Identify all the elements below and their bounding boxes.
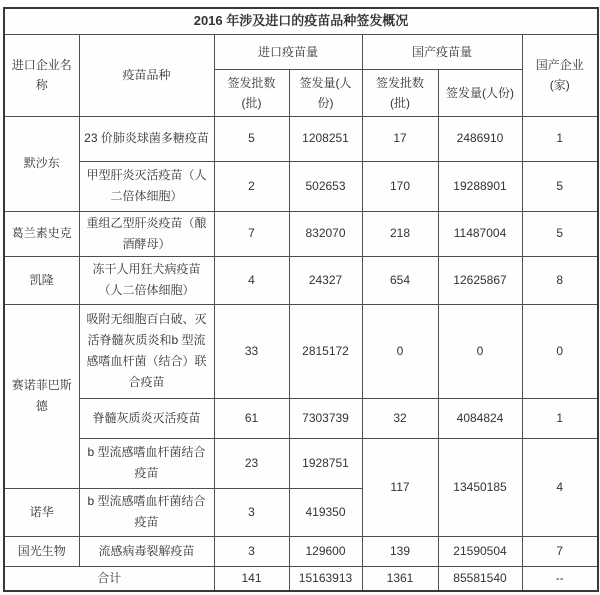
cell-domestic-batches: 139 <box>362 536 438 566</box>
cell-import-doses: 502653 <box>289 161 362 211</box>
cell-domestic-doses: 21590504 <box>438 536 522 566</box>
header-domestic-group: 国产疫苗量 <box>362 34 522 69</box>
total-import-batches: 141 <box>214 566 289 591</box>
cell-company: 默沙东 <box>4 116 79 211</box>
cell-vaccine: b 型流感嗜血杆菌结合疫苗 <box>79 438 214 488</box>
table-row <box>4 256 598 304</box>
cell-import-batches: 5 <box>214 116 289 161</box>
table-row <box>4 398 598 438</box>
total-label: 合计 <box>4 566 214 591</box>
cell-vaccine: 脊髓灰质炎灭活疫苗 <box>79 398 214 438</box>
cell-vaccine: 重组乙型肝炎疫苗（酿酒酵母） <box>79 211 214 256</box>
table-row <box>4 566 598 591</box>
cell-import-batches: 4 <box>214 256 289 304</box>
cell-domestic-companies: 5 <box>522 211 598 256</box>
cell-domestic-companies: 1 <box>522 398 598 438</box>
cell-domestic-batches: 218 <box>362 211 438 256</box>
cell-domestic-doses: 13450185 <box>438 438 522 536</box>
cell-domestic-batches: 32 <box>362 398 438 438</box>
cell-import-doses: 7303739 <box>289 398 362 438</box>
header-import-group: 进口疫苗量 <box>214 34 362 69</box>
table-row <box>4 34 598 69</box>
header-import-doses: 签发量(人份) <box>289 69 362 116</box>
table-row <box>4 304 598 398</box>
cell-company: 凯隆 <box>4 256 79 304</box>
cell-import-doses: 1208251 <box>289 116 362 161</box>
table-row <box>4 8 598 34</box>
header-vaccine: 疫苗品种 <box>79 34 214 116</box>
total-domestic-companies: -- <box>522 566 598 591</box>
header-company: 进口企业名称 <box>4 34 79 116</box>
cell-domestic-companies: 1 <box>522 116 598 161</box>
cell-domestic-companies: 5 <box>522 161 598 211</box>
cell-domestic-companies: 8 <box>522 256 598 304</box>
cell-domestic-doses: 19288901 <box>438 161 522 211</box>
table-row <box>4 161 598 211</box>
cell-domestic-batches: 654 <box>362 256 438 304</box>
cell-import-batches: 3 <box>214 488 289 536</box>
cell-domestic-companies: 0 <box>522 304 598 398</box>
header-import-batches: 签发批数(批) <box>214 69 289 116</box>
total-domestic-batches: 1361 <box>362 566 438 591</box>
cell-vaccine: 吸附无细胞百白破、灭活脊髓灰质炎和b 型流感嗜血杆菌（结合）联合疫苗 <box>79 304 214 398</box>
cell-company: 国光生物 <box>4 536 79 566</box>
cell-vaccine: 冻干人用狂犬病疫苗（人二倍体细胞） <box>79 256 214 304</box>
cell-company: 诺华 <box>4 488 79 536</box>
vaccine-issuance-table <box>3 7 599 592</box>
cell-vaccine: b 型流感嗜血杆菌结合疫苗 <box>79 488 214 536</box>
cell-import-doses: 832070 <box>289 211 362 256</box>
cell-import-doses: 24327 <box>289 256 362 304</box>
cell-import-doses: 2815172 <box>289 304 362 398</box>
cell-domestic-doses: 11487004 <box>438 211 522 256</box>
cell-import-batches: 3 <box>214 536 289 566</box>
cell-domestic-companies: 4 <box>522 438 598 536</box>
header-domestic-companies: 国产企业(家) <box>522 34 598 116</box>
cell-domestic-batches: 170 <box>362 161 438 211</box>
cell-import-doses: 129600 <box>289 536 362 566</box>
cell-domestic-doses: 2486910 <box>438 116 522 161</box>
table-row <box>4 211 598 256</box>
cell-import-batches: 7 <box>214 211 289 256</box>
cell-import-batches: 23 <box>214 438 289 488</box>
header-domestic-doses: 签发量(人份) <box>438 69 522 116</box>
cell-vaccine: 流感病毒裂解疫苗 <box>79 536 214 566</box>
total-domestic-doses: 85581540 <box>438 566 522 591</box>
cell-vaccine: 23 价肺炎球菌多糖疫苗 <box>79 116 214 161</box>
cell-import-doses: 1928751 <box>289 438 362 488</box>
cell-domestic-batches: 0 <box>362 304 438 398</box>
total-import-doses: 15163913 <box>289 566 362 591</box>
table-row <box>4 438 598 488</box>
cell-domestic-batches: 17 <box>362 116 438 161</box>
header-domestic-batches: 签发批数(批) <box>362 69 438 116</box>
cell-domestic-doses: 12625867 <box>438 256 522 304</box>
cell-company: 葛兰素史克 <box>4 211 79 256</box>
cell-import-batches: 33 <box>214 304 289 398</box>
table-title: 2016 年涉及进口的疫苗品种签发概况 <box>4 8 598 34</box>
cell-import-batches: 2 <box>214 161 289 211</box>
table-row <box>4 536 598 566</box>
cell-import-doses: 419350 <box>289 488 362 536</box>
cell-domestic-doses: 4084824 <box>438 398 522 438</box>
cell-vaccine: 甲型肝炎灭活疫苗（人二倍体细胞） <box>79 161 214 211</box>
cell-domestic-doses: 0 <box>438 304 522 398</box>
cell-import-batches: 61 <box>214 398 289 438</box>
cell-domestic-companies: 7 <box>522 536 598 566</box>
table-row <box>4 116 598 161</box>
cell-company: 赛诺菲巴斯德 <box>4 304 79 488</box>
cell-domestic-batches: 117 <box>362 438 438 536</box>
